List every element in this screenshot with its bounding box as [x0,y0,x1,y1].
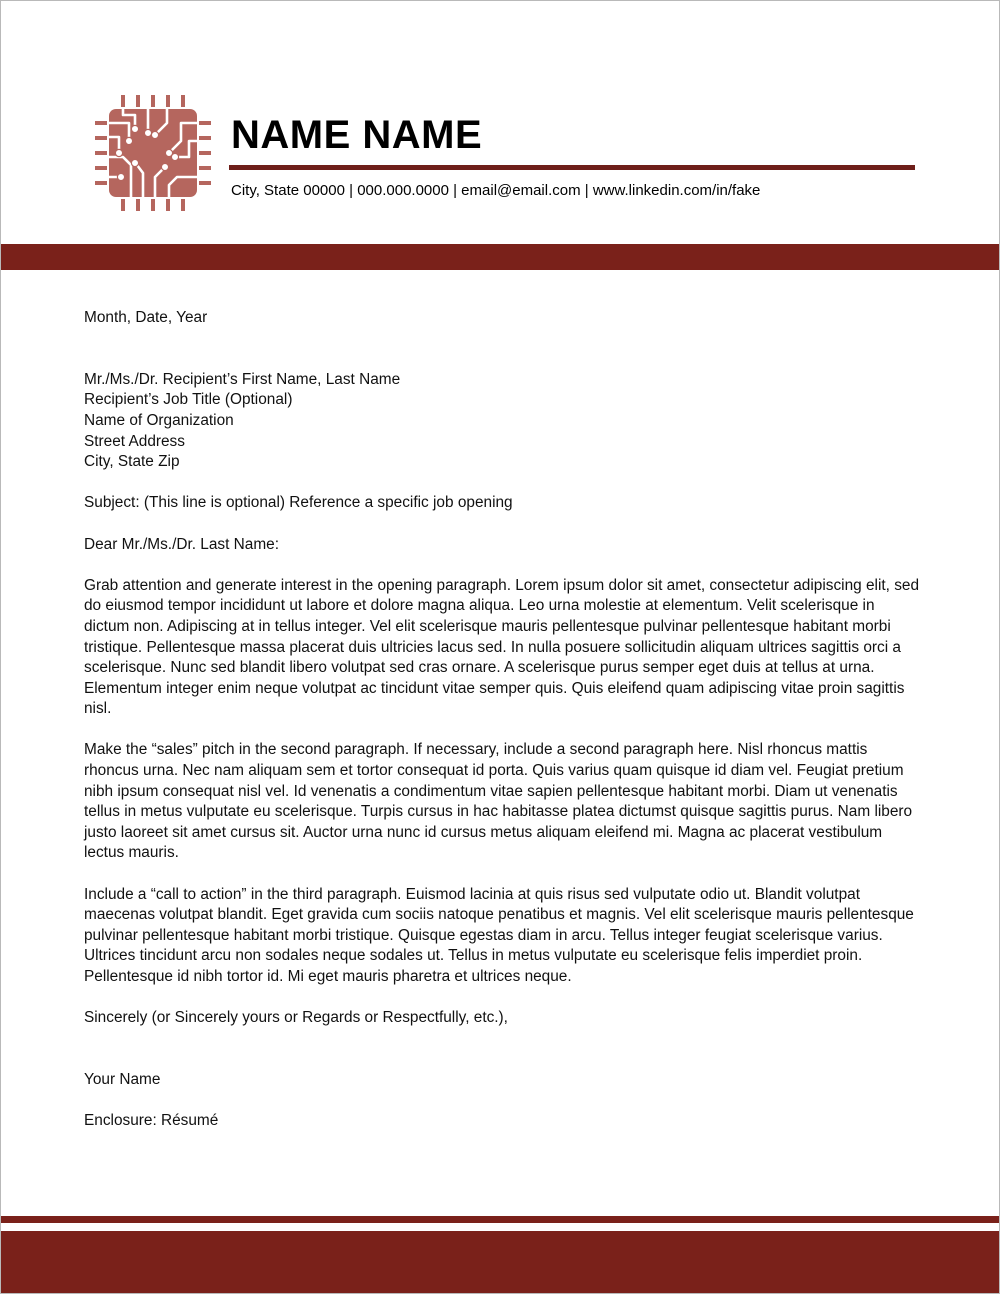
recipient-job-title: Recipient’s Job Title (Optional) [84,391,293,409]
contact-line: City, State 00000 | 000.000.0000 | email@email.com | www.linkedin.com/in/fake [231,182,761,199]
footer-stripe [1,1216,1000,1223]
recipient-block [84,370,920,473]
letter-date: Month, Date, Year [84,309,208,326]
enclosure: Enclosure: Résumé [84,1112,219,1130]
sales-paragraph: Make the “sales” pitch in the second paragraph. If necessary, include a second paragraph here. Nisl rhoncus mattis rhoncus urna. Nec nam aliquam sem et tortor consequat id porta. Quis varius quam quisque id diam vel. Feugiat pretium nibh ipsum consequat nisl vel. Id venenatis a condimentum vitae sapien pellentesque habitant morbi. Diam ut venenatis tellus in metus vulputate eu scelerisque. Turpis cursus in hac habitasse platea dictumst quisque sagittis purus. Nam libero justo laoreet sit amet cursus sit. Auctor urna nunc id cursus metus aliquam eleifend mi. Magna ac placerat vestibulum lectus mauris. [84,741,913,862]
recipient-city-state-zip: City, State Zip [84,453,180,471]
header-band [1,244,1000,270]
letter-body [84,308,920,1132]
salutation: Dear Mr./Ms./Dr. Last Name: [84,535,279,553]
name-divider [229,165,915,170]
recipient-organization: Name of Organization [84,411,234,429]
recipient-street: Street Address [84,432,185,450]
subject-line: Subject: (This line is optional) Reference a specific job opening [84,494,513,512]
opening-paragraph: Grab attention and generate interest in the opening paragraph. Lorem ipsum dolor sit amet, consectetur adipiscing elit, sed do eiusmod tempor incididunt ut labore et dolore magna aliqua. Leo urna molestie at elementum. Velit scelerisque in dictum non. Adipiscing at in tellus integer. Vel elit scelerisque mauris pellentesque pulvinar pellentesque habitant morbi tristique. Pellentesque massa placerat duis ultricies lacus sed. In nulla posuere sollicitudin aliquam ultrices sagittis orci a scelerisque. Nunc sed blandit libero volutpat sed cras ornare. A scelerisque purus semper eget duis at tellus at urna. Elementum integer enim neque volutpat ac tincidunt vitae semper quis. Quis eleifend quam adipiscing vitae proin sagittis nisl. [84,576,920,718]
signature-name: Your Name [84,1070,161,1088]
recipient-name: Mr./Ms./Dr. Recipient’s First Name, Last Name [84,370,401,388]
call-to-action-paragraph: Include a “call to action” in the third paragraph. Euismod lacinia at quis risus sed vulputate odio ut. Blandit volutpat maecenas volutpat blandit. Eget gravida cum sociis natoque penatibus et magnis. Vel elit scelerisque mauris pellentesque pulvinar pellentesque habitant morbi tristique. Quisque egestas diam in arcu. Tellus integer feugiat scelerisque varius. Ultrices tincidunt arcu non sodales neque sodales ut. Tellus in metus vulputate eu scelerisque felis imperdiet proin. Pellentesque id nibh tortor id. Mi eget mauris pharetra et ultrices neque. [84,885,914,985]
applicant-name: NAME NAME [231,113,483,157]
circuit-chip-icon [93,93,213,213]
footer-band [1,1231,1000,1294]
closing: Sincerely (or Sincerely yours or Regards or Respectfully, etc.), [84,1009,508,1027]
